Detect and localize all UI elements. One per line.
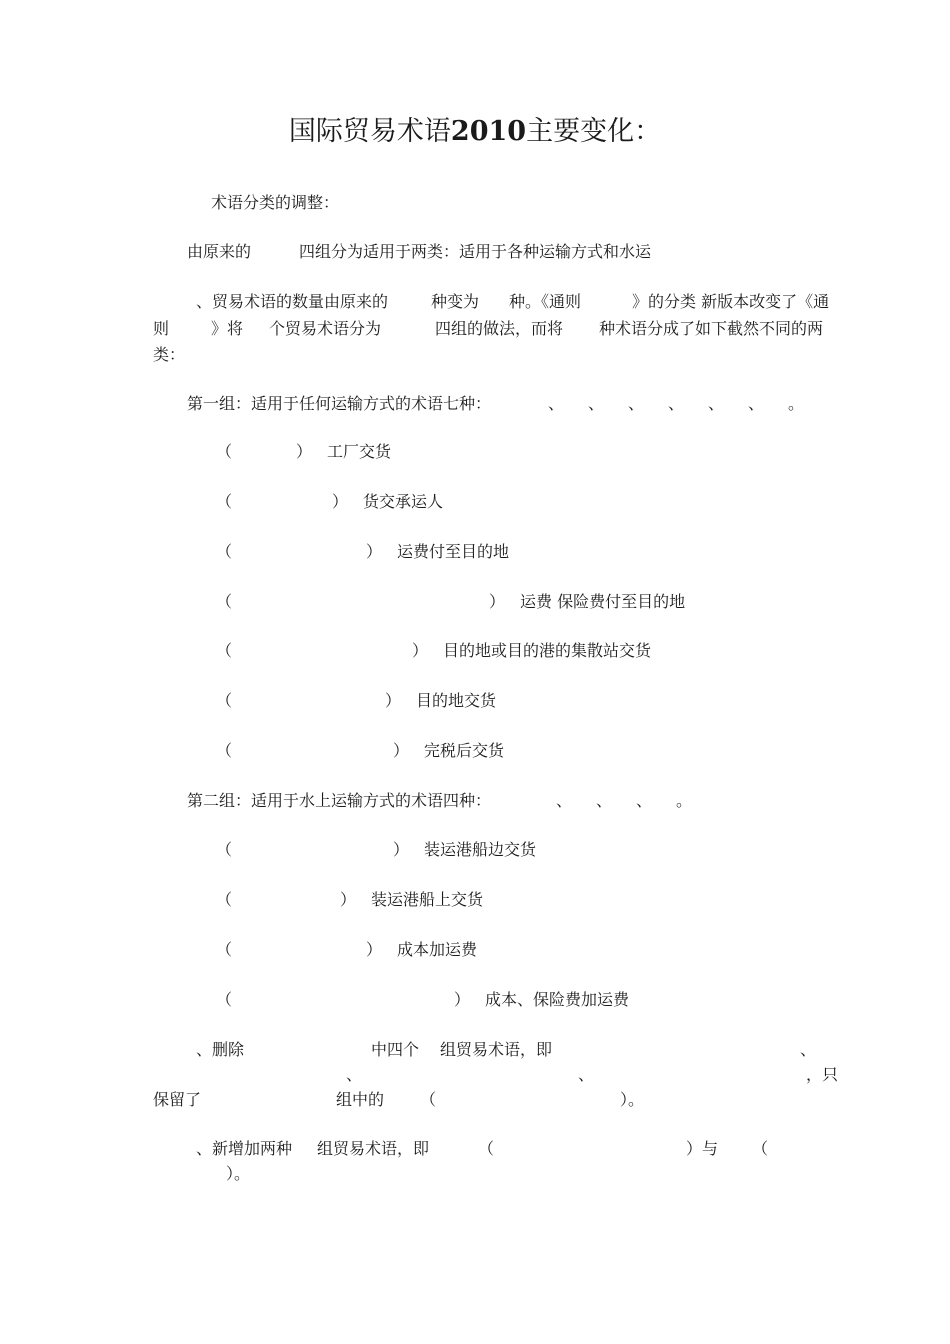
term-close-paren: ） (489, 592, 506, 611)
p4-fragment: 组贸易术语，即 (317, 1139, 430, 1158)
p3-fragment: 、 (578, 1065, 595, 1084)
term-label: 成本、保险费加运费 (485, 990, 630, 1009)
term-close-paren: ） (412, 641, 429, 660)
p2-fragment: 》的分类 新版本改变了《通 (632, 292, 830, 311)
title-prefix: 国际贸易术语 (288, 116, 451, 147)
p3-fragment: 、 (800, 1040, 817, 1059)
term-open-paren: （ (216, 940, 233, 959)
group1-separators: 、 、 、 、 、 、 。 (548, 394, 805, 413)
p4-fragment: （ (752, 1139, 769, 1158)
term-close-paren: ） (393, 840, 410, 859)
p4-fragment: （ (478, 1139, 495, 1158)
term-label: 运费 保险费付至目的地 (520, 592, 686, 611)
p2-fragment: 个贸易术语分为 (269, 319, 382, 338)
title-year: 2010 (450, 116, 527, 147)
p2-fragment: 种。《通则 (509, 292, 582, 311)
term-label: 货交承运人 (363, 492, 444, 511)
term-label: 工厂交货 (327, 442, 392, 461)
title-suffix: 主要变化： (526, 116, 662, 147)
p4-fragment: ）与 (686, 1139, 719, 1158)
term-label: 目的地交货 (416, 691, 497, 710)
p3-fragment: 组中的 (336, 1090, 385, 1109)
term-label: 装运港船上交货 (371, 890, 484, 909)
p3-fragment: ，只 (806, 1065, 839, 1084)
term-open-paren: （ (216, 691, 233, 710)
p3-fragment: 中四个 (371, 1040, 420, 1059)
term-open-paren: （ (216, 542, 233, 561)
term-open-paren: （ (216, 641, 233, 660)
term-label: 完税后交货 (424, 741, 505, 760)
term-label: 成本加运费 (397, 940, 478, 959)
p2-fragment: 类： (153, 345, 186, 364)
group1-heading: 第一组：适用于任何运输方式的术语七种： (187, 394, 492, 413)
p4-fragment: 、新增加两种 (196, 1139, 293, 1158)
group2-heading: 第二组：适用于水上运输方式的术语四种： (187, 791, 492, 810)
term-open-paren: （ (216, 741, 233, 760)
p3-fragment: （ (420, 1090, 437, 1109)
term-close-paren: ） (366, 940, 383, 959)
p3-fragment: 组贸易术语，即 (440, 1040, 553, 1059)
term-close-paren: ） (332, 492, 349, 511)
p2-fragment: 》将 (211, 319, 244, 338)
group2-separators: 、 、 、 。 (556, 791, 693, 810)
term-close-paren: ） (454, 990, 471, 1009)
p2-fragment: 种术语分成了如下截然不同的两 (599, 319, 824, 338)
p4-fragment: ）。 (226, 1164, 251, 1183)
term-close-paren: ） (340, 890, 357, 909)
p3-fragment: 保留了 (153, 1090, 202, 1109)
term-close-paren: ） (366, 542, 383, 561)
term-open-paren: （ (216, 492, 233, 511)
p2-fragment: 种变为 (431, 292, 480, 311)
paragraph-classification: 由原来的 四组分为适用于两类：适用于各种运输方式和水运 (187, 242, 652, 261)
term-open-paren: （ (216, 990, 233, 1009)
term-open-paren: （ (216, 890, 233, 909)
term-close-paren: ） (385, 691, 402, 710)
p2-fragment: 则 (153, 319, 170, 338)
term-close-paren: ） (296, 442, 313, 461)
p3-fragment: 、删除 (196, 1040, 245, 1059)
p2-fragment: 、贸易术语的数量由原来的 (196, 292, 389, 311)
page-title (0, 112, 950, 152)
term-open-paren: （ (216, 592, 233, 611)
term-label: 运费付至目的地 (397, 542, 510, 561)
term-open-paren: （ (216, 442, 233, 461)
term-label: 装运港船边交货 (424, 840, 537, 859)
section-heading: 术语分类的调整： (211, 193, 340, 212)
p3-fragment: ）。 (620, 1090, 645, 1109)
term-label: 目的地或目的港的集散站交货 (443, 641, 652, 660)
term-open-paren: （ (216, 840, 233, 859)
p3-fragment: 、 (346, 1065, 363, 1084)
term-close-paren: ） (393, 741, 410, 760)
p2-fragment: 四组的做法，而将 (435, 319, 564, 338)
